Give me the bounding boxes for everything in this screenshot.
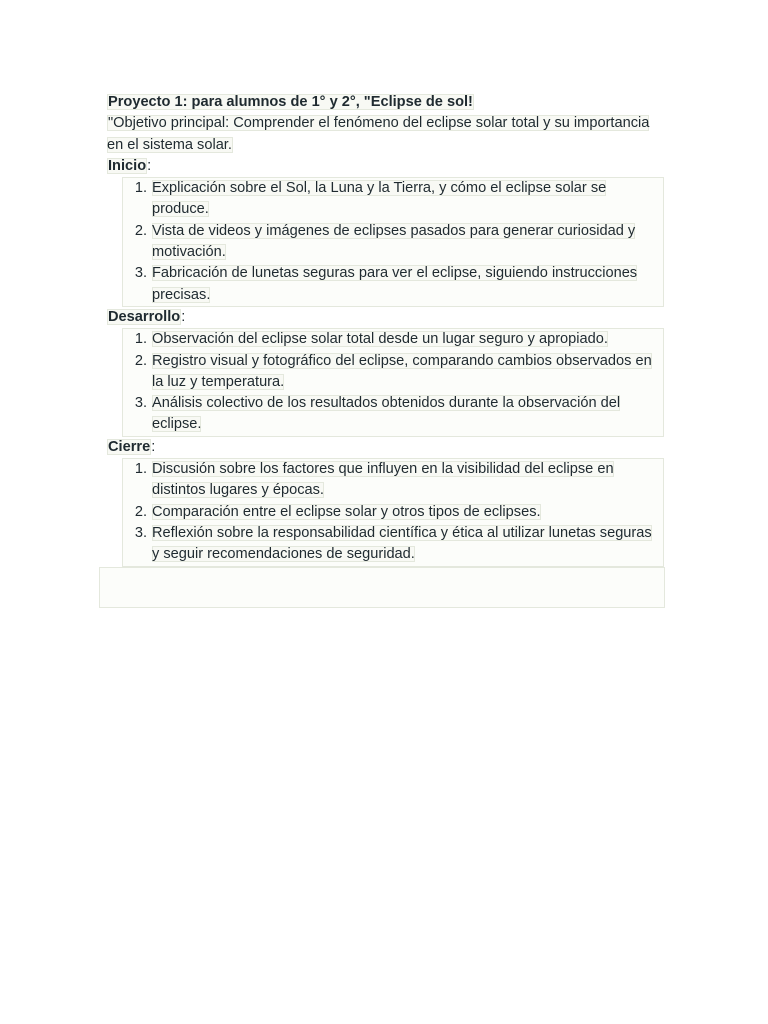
list-item bbox=[123, 393, 663, 436]
list-item-number: 1. bbox=[134, 331, 147, 348]
list-item-text: Vista de videos y imágenes de eclipses pasados para generar curiosidad y motivación. bbox=[152, 222, 636, 261]
section-heading-colon: : bbox=[181, 308, 186, 325]
document-title bbox=[99, 92, 665, 113]
list-item-number: 2. bbox=[134, 503, 147, 520]
list-item-text: Reflexión sobre la responsabilidad científica y ética al utilizar lunetas seguras y seguir recomendaciones de seguridad. bbox=[152, 524, 652, 563]
objective-text: "Objetivo principal: Comprender el fenómeno del eclipse solar total y su importancia en el sistema solar. bbox=[107, 115, 650, 153]
section-heading-label: Cierre bbox=[108, 438, 151, 455]
ordered-list-cierre bbox=[122, 458, 664, 566]
list-item bbox=[123, 263, 663, 306]
section-heading-colon: : bbox=[147, 157, 152, 174]
section-heading-inicio bbox=[99, 156, 665, 177]
list-item bbox=[123, 329, 663, 350]
list-item bbox=[123, 459, 663, 502]
section-heading-desarrollo bbox=[99, 307, 665, 328]
list-item-number: 3. bbox=[134, 265, 147, 282]
list-item-number: 2. bbox=[134, 352, 147, 369]
list-item-text: Fabricación de lunetas seguras para ver el eclipse, siguiendo instrucciones precisas. bbox=[152, 265, 638, 303]
section-heading-label: Desarrollo bbox=[108, 308, 181, 325]
list-item bbox=[123, 351, 663, 394]
objective-paragraph bbox=[99, 113, 665, 156]
list-item-text: Análisis colectivo de los resultados obtenidos durante la observación del eclipse. bbox=[152, 395, 621, 433]
list-item bbox=[123, 178, 663, 221]
document-title-text: Proyecto 1: para alumnos de 1° y 2°, "Eclipse de sol! bbox=[108, 94, 473, 110]
list-item-number: 1. bbox=[134, 461, 147, 478]
list-item bbox=[123, 221, 663, 264]
empty-text-block bbox=[99, 567, 665, 608]
document-page bbox=[99, 92, 665, 608]
list-item-text: Explicación sobre el Sol, la Luna y la Tierra, y cómo el eclipse solar se produce. bbox=[152, 180, 607, 218]
ordered-list-desarrollo bbox=[122, 328, 664, 436]
section-heading-cierre bbox=[99, 437, 665, 458]
list-item-number: 1. bbox=[134, 180, 147, 197]
list-item-number: 2. bbox=[134, 222, 147, 239]
list-item-text: Observación del eclipse solar total desde un lugar seguro y apropiado. bbox=[152, 331, 608, 348]
list-item-number: 3. bbox=[134, 524, 147, 541]
list-item-text: Comparación entre el eclipse solar y otros tipos de eclipses. bbox=[152, 503, 541, 520]
list-item-text: Discusión sobre los factores que influyen en la visibilidad del eclipse en distintos lugares y épocas. bbox=[152, 461, 614, 499]
list-item-text: Registro visual y fotográfico del eclipse, comparando cambios observados en la luz y temperatura. bbox=[152, 352, 652, 390]
list-item bbox=[123, 502, 663, 523]
list-item bbox=[123, 523, 663, 566]
list-item-number: 3. bbox=[134, 395, 147, 412]
section-heading-label: Inicio bbox=[108, 157, 147, 174]
section-heading-colon: : bbox=[151, 438, 156, 455]
ordered-list-inicio bbox=[122, 177, 664, 307]
